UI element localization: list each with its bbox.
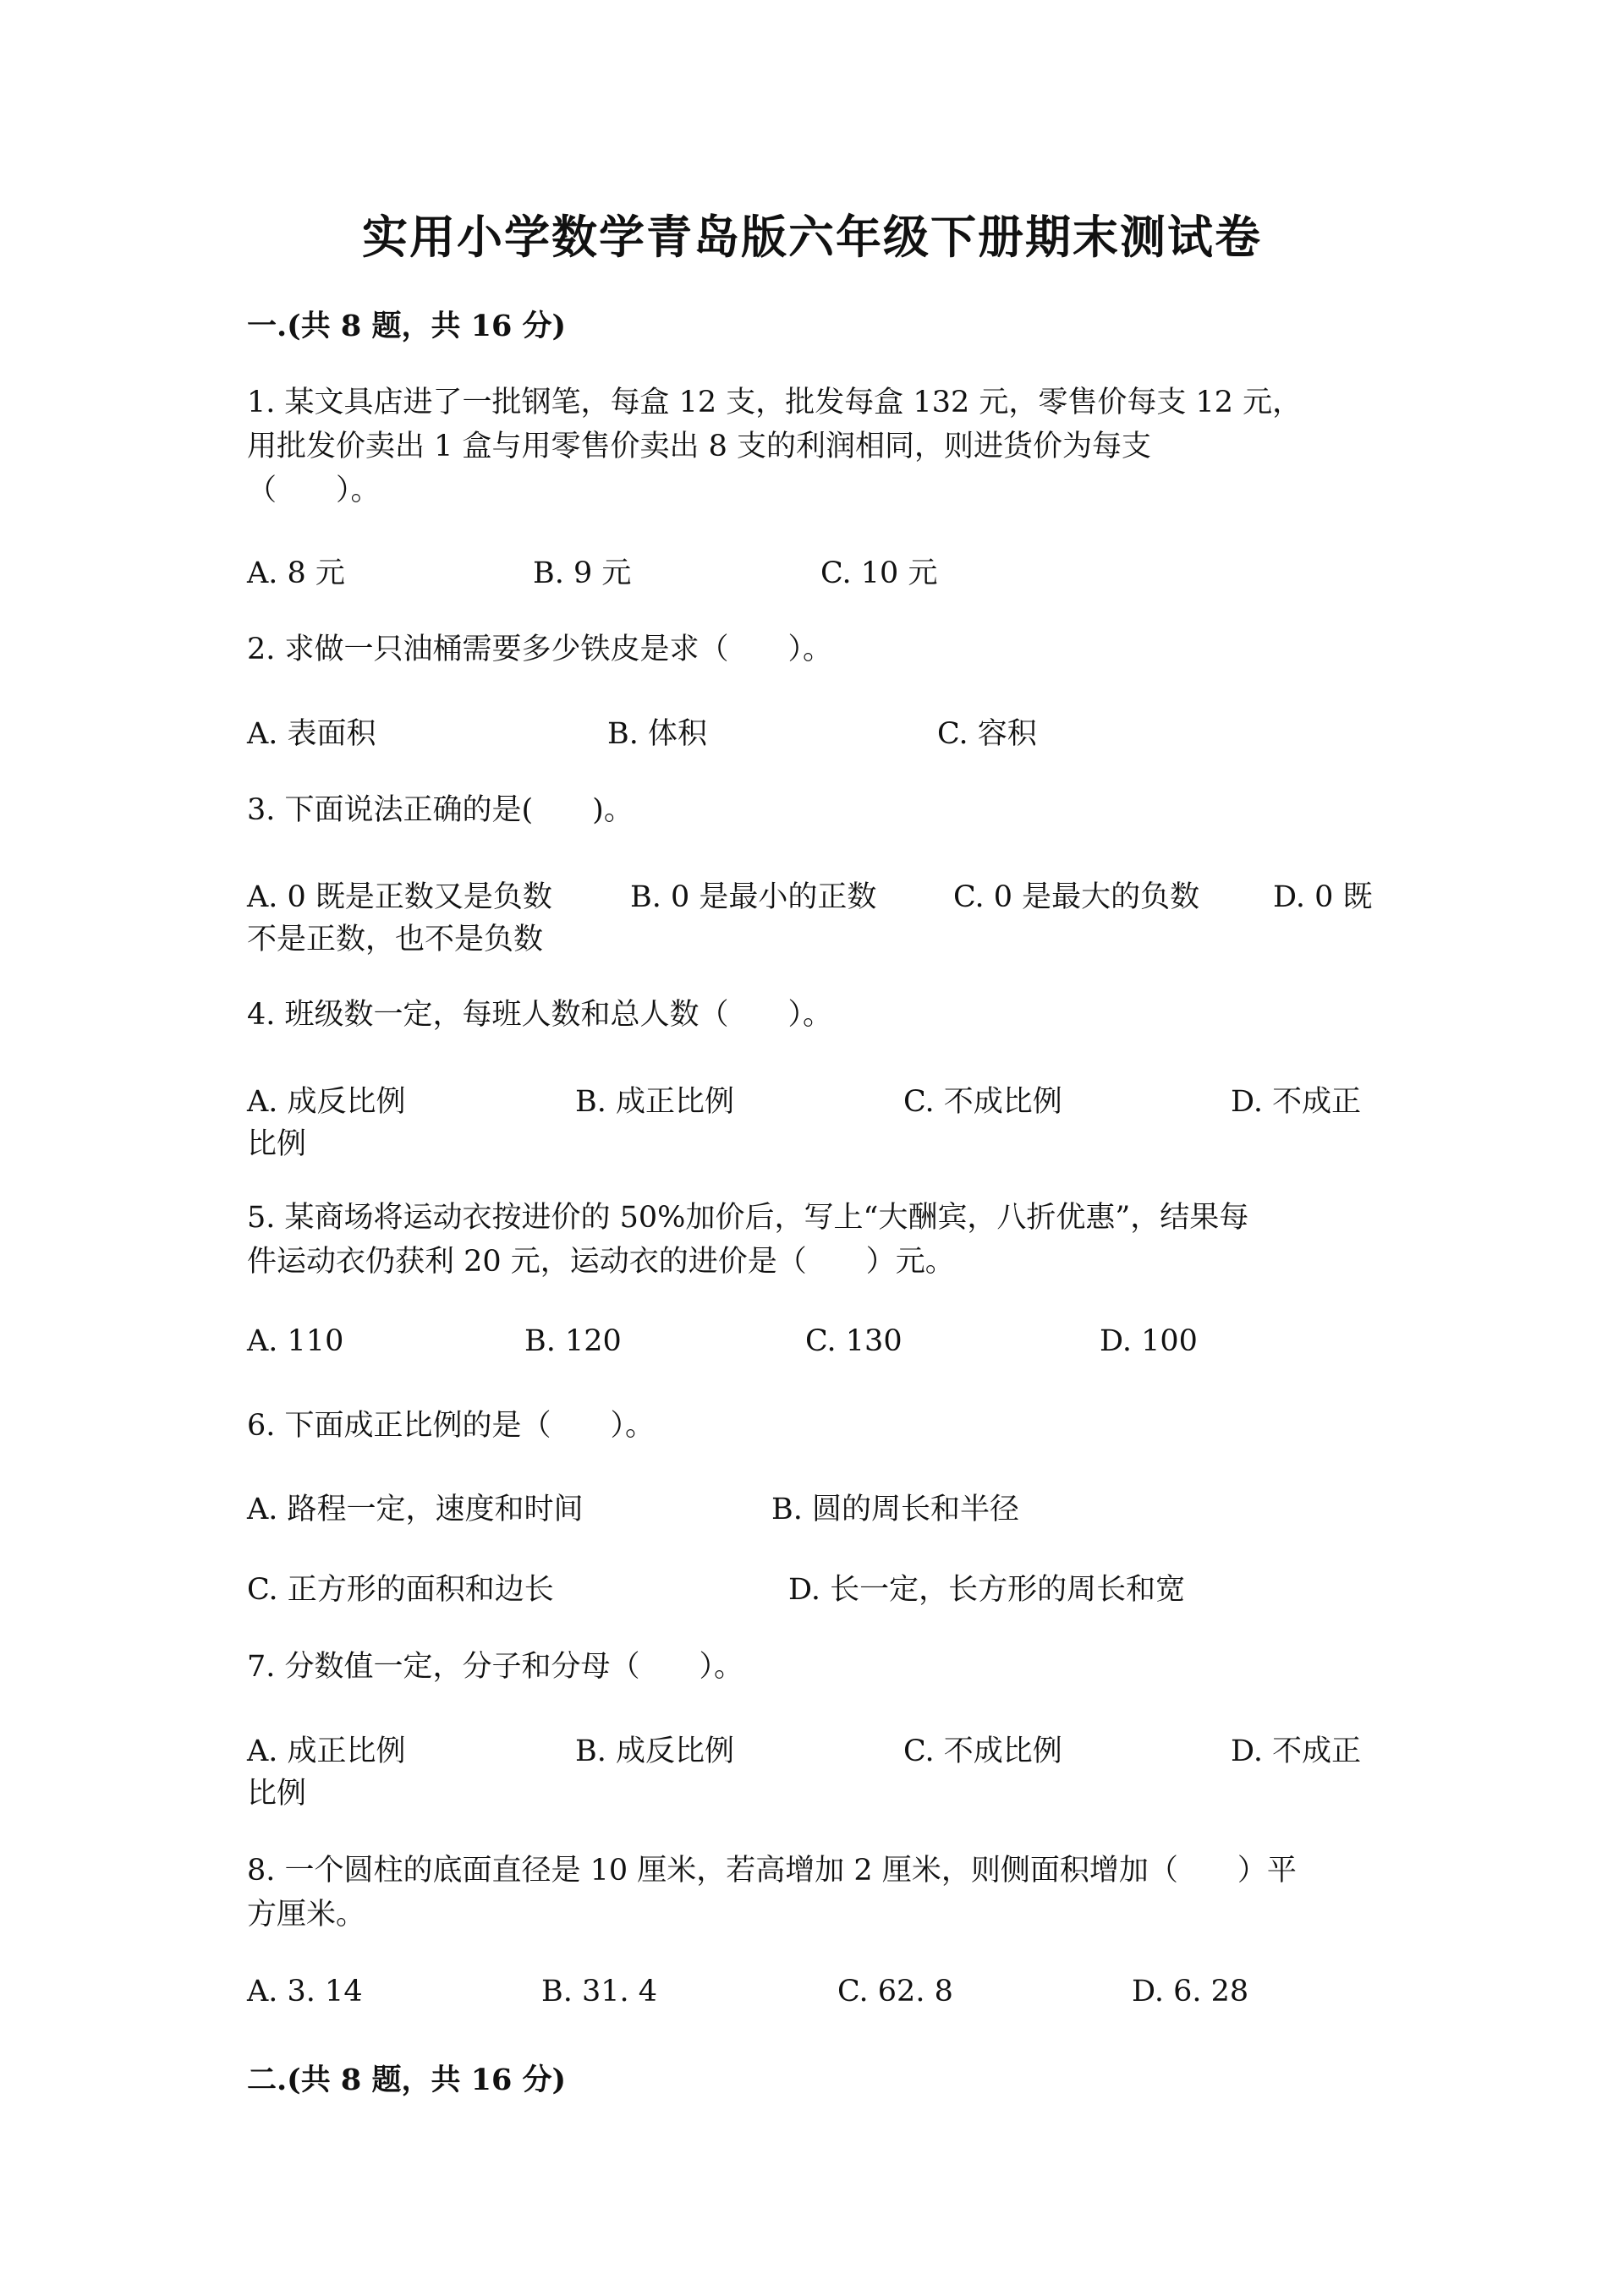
question-3-option-d: D. 0 既 [1273,880,1373,914]
question-5-option-b: B. 120 [524,1324,622,1358]
question-6-option-b: B. 圆的周长和半径 [771,1493,1019,1526]
question-2-option-c: C. 容积 [937,717,1037,751]
section-heading-1: 一.(共 8 题，共 16 分) [247,309,567,343]
question-3-stem: 3. 下面说法正确的是( )。 [247,793,634,827]
question-8-option-c: C. 62. 8 [837,1975,953,2008]
question-8-option-a: A. 3. 14 [247,1975,363,2008]
question-1-line-1: 1. 某文具店进了一批钢笔，每盒 12 支，批发每盒 132 元，零售价每支 12 元， [247,386,1303,419]
question-8-line-1: 8. 一个圆柱的底面直径是 10 厘米，若高增加 2 厘米，则侧面积增加（ ）平 [247,1854,1297,1888]
question-6-option-c: C. 正方形的面积和边长 [247,1573,554,1607]
question-6-option-a: A. 路程一定，速度和时间 [247,1493,584,1526]
question-8-line-2: 方厘米。 [247,1898,366,1932]
question-4-option-b: B. 成正比例 [575,1085,734,1119]
question-8-option-b: B. 31. 4 [541,1975,658,2008]
question-1-option-b: B. 9 元 [533,556,632,590]
question-7-option-b: B. 成反比例 [575,1734,734,1768]
question-3-option-c: C. 0 是最大的负数 [953,880,1200,914]
question-6-stem: 6. 下面成正比例的是（ ）。 [247,1409,656,1443]
question-3-option-d-cont: 不是正数，也不是负数 [247,923,544,956]
question-7-option-d-cont: 比例 [247,1777,307,1811]
question-4-option-a: A. 成反比例 [247,1085,406,1119]
question-5-option-c: C. 130 [805,1324,903,1358]
question-7-option-c: C. 不成比例 [903,1734,1062,1768]
question-1-option-c: C. 10 元 [820,556,938,590]
question-2-option-b: B. 体积 [607,717,707,751]
question-3-option-a: A. 0 既是正数又是负数 [247,880,552,914]
question-1-line-2: 用批发价卖出 1 盒与用零售价卖出 8 支的利润相同，则进货价为每支 [247,430,1152,463]
question-8-stem [247,1849,1397,1937]
question-4-option-c: C. 不成比例 [903,1085,1062,1119]
question-8-option-d: D. 6. 28 [1132,1975,1249,2008]
question-5-line-2: 件运动衣仍获利 20 元，运动衣的进价是（ ）元。 [247,1245,955,1279]
page-title: 实用小学数学青岛版六年级下册期末测试卷 [362,210,1262,264]
question-4-option-d: D. 不成正 [1231,1085,1362,1119]
question-7-option-a: A. 成正比例 [247,1734,406,1768]
question-7-stem: 7. 分数值一定，分子和分母（ ）。 [247,1650,744,1684]
question-1-line-3: （ ）。 [247,474,381,507]
question-2-stem: 2. 求做一只油桶需要多少铁皮是求（ ）。 [247,633,833,666]
question-4-option-d-cont: 比例 [247,1127,307,1161]
question-5-option-d: D. 100 [1100,1324,1198,1358]
question-5-option-a: A. 110 [247,1324,344,1358]
question-6-option-d: D. 长一定，长方形的周长和宽 [788,1573,1186,1607]
question-5-line-1: 5. 某商场将运动衣按进价的 50%加价后，写上“大酬宾，八折优惠”，结果每 [247,1201,1249,1235]
section-heading-2: 二.(共 8 题，共 16 分) [247,2063,567,2097]
question-2-option-a: A. 表面积 [247,717,376,751]
question-7-option-d: D. 不成正 [1231,1734,1362,1768]
question-5-stem [247,1196,1397,1284]
question-3-option-b: B. 0 是最小的正数 [630,880,877,914]
question-1-stem [247,381,1397,512]
question-4-stem: 4. 班级数一定，每班人数和总人数（ ）。 [247,998,833,1032]
question-1-option-a: A. 8 元 [247,556,345,590]
